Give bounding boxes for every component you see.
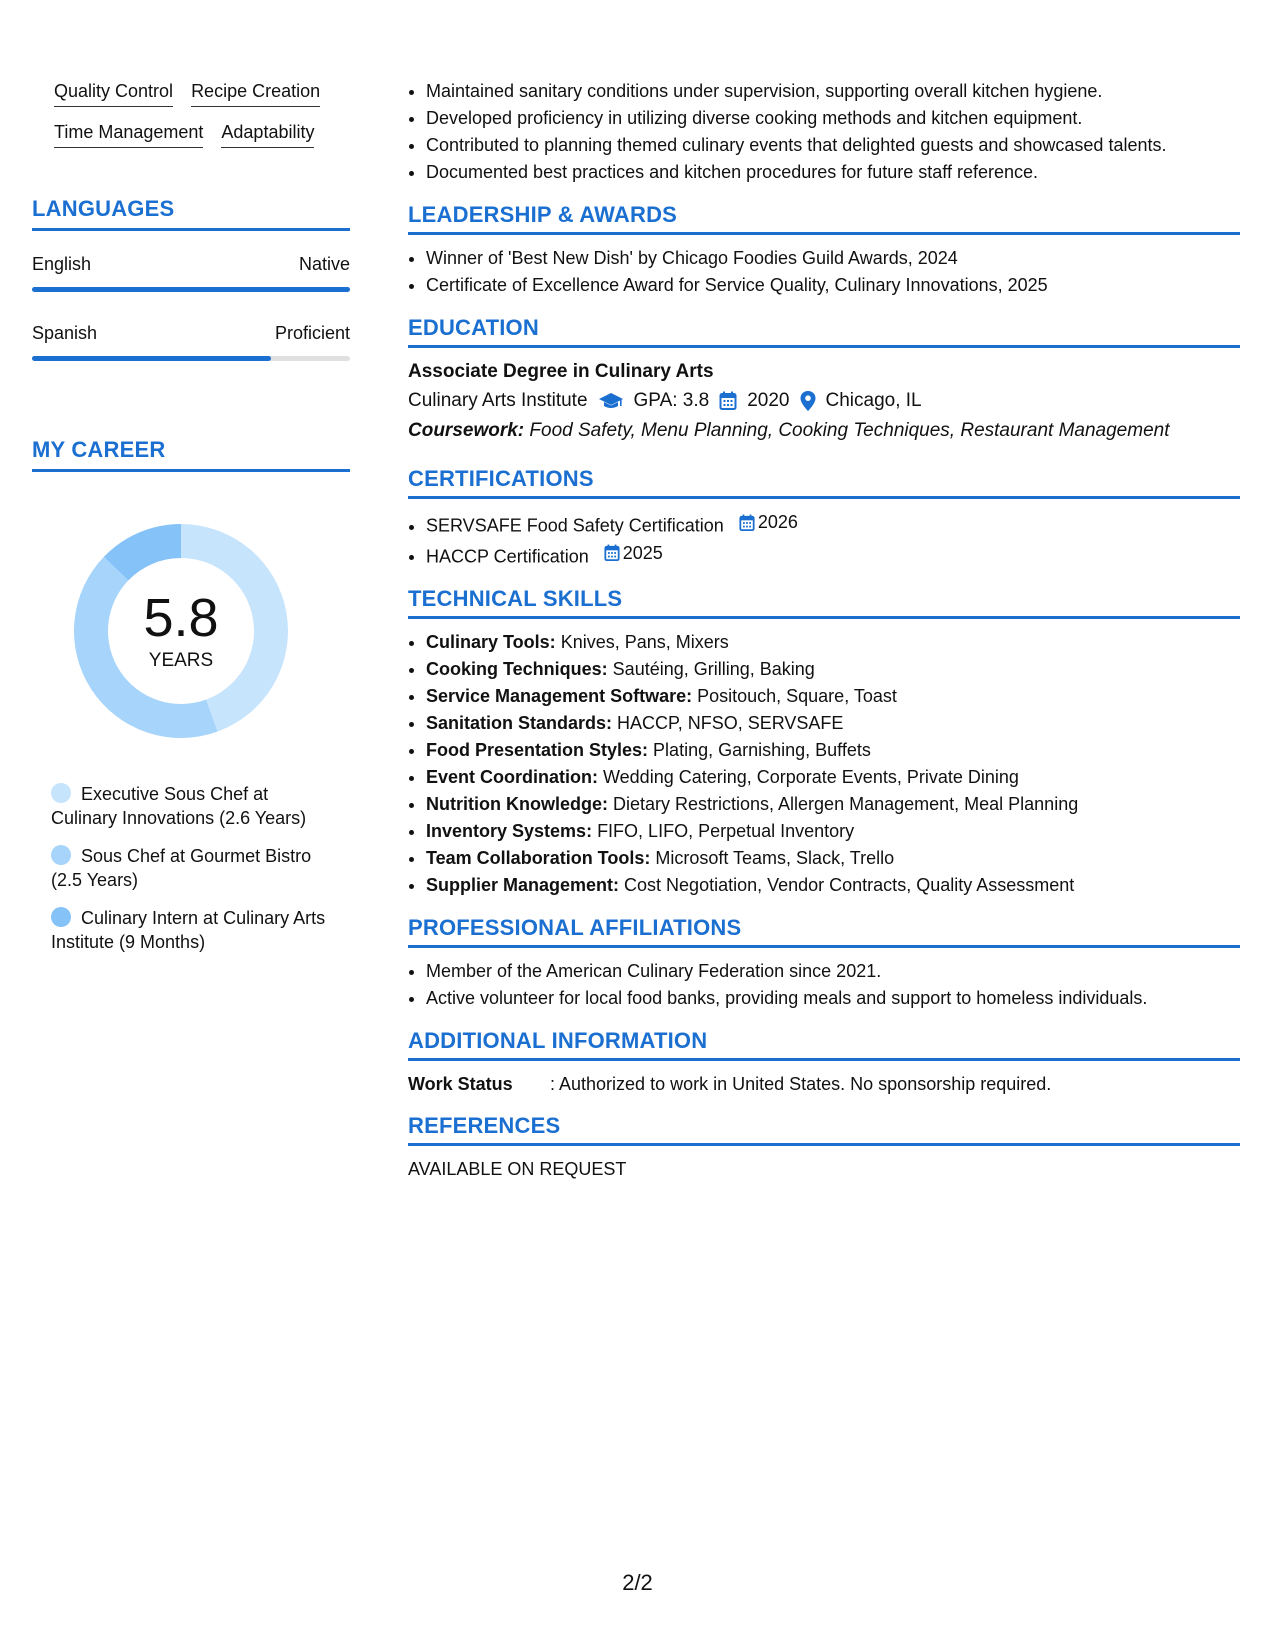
legend-item [51,844,331,892]
skill-value: Cost Negotiation, Vendor Contracts, Quality Assessment [619,875,1075,895]
list-item: • Documented best practices and kitchen procedures for future staff reference. [426,159,1240,186]
languages-section [32,196,350,361]
education-location: Chicago, IL [825,390,922,411]
language-bar [32,356,350,361]
list-item: • Member of the American Culinary Federation since 2021. [426,958,1240,985]
language-name: Spanish [32,323,98,343]
skill-label: Nutrition Knowledge: [426,794,608,814]
language-level: Native [298,254,350,274]
list-item [426,818,1240,845]
education-coursework [408,416,1240,446]
skill-value: HACCP, NFSO, SERVSAFE [612,713,844,733]
leadership-list [408,245,1240,299]
work-status-label: Work Status [408,1074,513,1094]
page-number: 2/2 [622,1570,653,1595]
calendar-icon [739,514,755,532]
skill-label: Inventory Systems: [426,821,593,841]
list-item [426,629,1240,656]
skill-value: Positouch, Square, Toast [692,686,897,706]
education-title: EDUCATION [408,315,1240,348]
leadership-title: LEADERSHIP & AWARDS [408,202,1240,235]
list-item [426,656,1240,683]
language-item [32,322,350,361]
language-bar-fill [32,356,271,361]
references-text: AVAILABLE ON REQUEST [408,1159,627,1179]
list-item: • Winner of 'Best New Dish' by Chicago Foodies Guild Awards, 2024 [426,245,1240,272]
technical-skills-title: TECHNICAL SKILLS [408,586,1240,619]
calendar-icon [719,391,737,411]
skill-tag: Adaptability [221,121,314,148]
career-donut-chart [66,516,296,746]
references-title: REFERENCES [408,1113,1240,1146]
list-item [426,872,1240,899]
language-name: English [32,254,92,274]
career-center [66,516,296,746]
legend-label: Culinary Intern at Culinary Arts Institute (9 Months) [51,908,326,952]
list-item: • Contributed to planning themed culinary events that delighted guests and showcased talents. [426,132,1240,159]
list-item: • Developed proficiency in utilizing diverse cooking methods and kitchen equipment. [426,105,1240,132]
certifications-title: CERTIFICATIONS [408,466,1240,499]
list-item [426,683,1240,710]
certifications-list [408,509,1240,570]
legend-item [51,782,331,830]
certification-date [604,540,663,567]
legend-dot [51,783,71,803]
legend-dot [51,907,71,927]
right-column [408,78,1240,1182]
skill-value: Wedding Catering, Corporate Events, Private Dining [598,767,1019,787]
skill-label: Supplier Management: [426,875,620,895]
list-item [426,710,1240,737]
legend-dot [51,845,71,865]
skill-label: Service Management Software: [426,686,693,706]
legend-item [51,906,331,954]
list-item [426,509,1240,540]
career-total-unit: YEARS [148,650,214,671]
skill-value: Dietary Restrictions, Allergen Management, Meal Planning [607,794,1079,814]
list-item [426,540,1240,571]
language-item [32,253,350,292]
skill-value: Plating, Garnishing, Buffets [648,740,871,760]
skill-tag: Quality Control [54,80,173,107]
list-item: • Certificate of Excellence Award for Service Quality, Culinary Innovations, 2025 [426,272,1240,299]
graduation-cap-icon [598,391,624,411]
additional-info-title: ADDITIONAL INFORMATION [408,1028,1240,1061]
skill-tag: Recipe Creation [191,80,320,107]
skill-label: Cooking Techniques: [426,659,608,679]
language-bar-fill [32,287,350,292]
coursework-value: Food Safety, Menu Planning, Cooking Techniques, Restaurant Management [524,420,1170,441]
career-total-value: 5.8 [143,588,219,648]
skill-label: Sanitation Standards: [426,713,613,733]
certification-year: 2025 [622,542,663,563]
list-item [426,845,1240,872]
language-level: Proficient [274,323,350,343]
skill-label: Culinary Tools: [426,632,556,652]
affiliations-list [408,958,1240,1012]
left-column [32,80,350,968]
skill-value: Knives, Pans, Mixers [555,632,729,652]
certification-year: 2026 [757,512,798,532]
experience-bullets [408,78,1240,186]
list-item [426,764,1240,791]
calendar-icon [604,544,620,562]
certification-name: HACCP Certification [426,546,589,566]
skill-value: FIFO, LIFO, Perpetual Inventory [592,821,855,841]
education-details [408,386,1240,416]
education-year: 2020 [747,390,790,411]
career-legend [51,782,331,954]
language-bar [32,287,350,292]
languages-title: LANGUAGES [32,196,350,231]
legend-label: Executive Sous Chef at Culinary Innovations (2.6 Years) [51,784,307,828]
affiliations-title: PROFESSIONAL AFFILIATIONS [408,915,1240,948]
technical-skills-list [408,629,1240,899]
certification-name: SERVSAFE Food Safety Certification [426,515,724,536]
certification-date [739,509,798,536]
skill-value: Sautéing, Grilling, Baking [607,659,815,679]
education-entry [408,358,1240,446]
education-gpa: GPA: 3.8 [633,390,710,411]
education-school: Culinary Arts Institute [408,390,588,411]
skill-tag: Time Management [54,121,203,148]
skill-label: Team Collaboration Tools: [426,848,651,868]
work-status-row [408,1071,1240,1097]
map-pin-icon [800,391,816,411]
coursework-label: Coursework: [408,420,525,441]
list-item: • Active volunteer for local food banks, providing meals and support to homeless individuals. [426,985,1240,1012]
skill-label: Food Presentation Styles: [426,740,649,760]
list-item [426,737,1240,764]
list-item: • Maintained sanitary conditions under supervision, supporting overall kitchen hygiene. [426,78,1240,105]
career-title: MY CAREER [32,437,350,472]
skill-tags [32,80,350,148]
work-status-value: : Authorized to work in United States. No sponsorship required. [550,1074,1052,1094]
legend-label: Sous Chef at Gourmet Bistro (2.5 Years) [51,846,312,890]
career-section [32,437,350,954]
skill-value: Microsoft Teams, Slack, Trello [650,848,895,868]
skill-label: Event Coordination: [426,767,598,787]
education-degree: Associate Degree in Culinary Arts [408,361,714,382]
list-item [426,791,1240,818]
